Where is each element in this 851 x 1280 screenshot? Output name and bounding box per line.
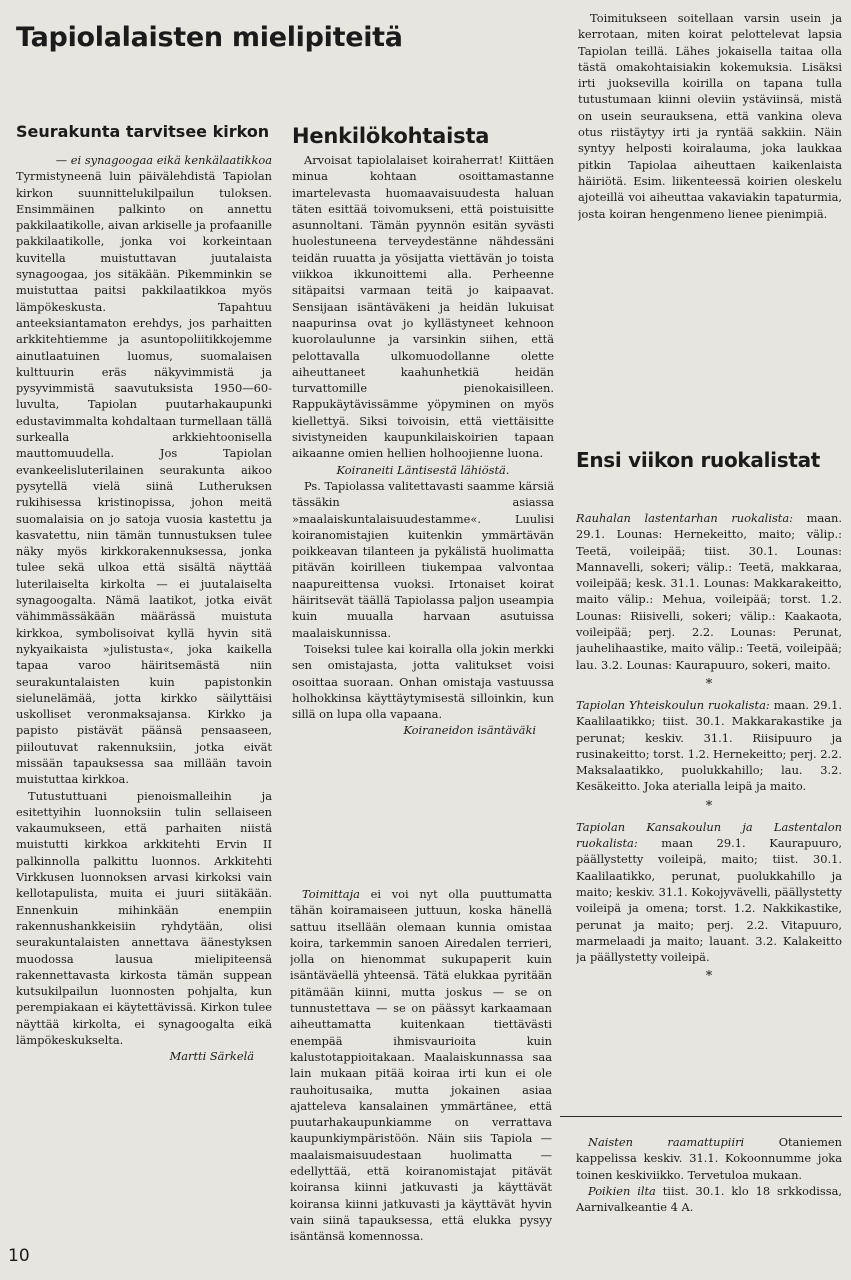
menu-rauhala-text: maan. 29.1. Lounas: Hernekeitto, maito; välip.: Teetä, voileipää; tiist. 30.1. Lounas: Mannavelli, sokeri; välip.: Teetä, makkaraa, voileipää; kesk. 31.1. Lounas: Makkarakeitto, maito välip.: Mehua, voileipää; torst. 1.2. Lounas: Riisivelli, sokeri; välip.: Kaakaota, voileipää; perj. 2.2. Lounas: Perunat, jauhelihaastike, maito välip.: Teetä, voileipää; lau. 3.2. Lounas: Kaurapuuro, sokeri, maito. [576,511,842,672]
menu-rauhala-label: Rauhalan lastentarhan ruokalista: [576,511,794,525]
article-personal-title: Henkilökohtaista [292,124,490,148]
separator-star: * [705,676,713,692]
menu-yhteiskoulu [576,697,842,795]
article-church [16,122,272,1242]
menu-rauhala [576,510,842,673]
separator-star: * [705,798,713,814]
article-church-paragraph: Tyrmistyneenä luin päivälehdistä Tapiolan kirkon suunnittelukilpailun tuloksen. Ensimmäinen palkinto on annettu pakkilaatikolle, aivan arkiselle ja profaanille pakkilaatikolle, jonka voi korkeintaan kuvitella muistuttavan juutalaista synagoogaa, jos sitäkään. Pikemminkin se muistuttaa paitsi pakkilaatikkoa myös lämpökeskusta. Tapahtuu anteeksiantamaton erehdys, jos parhaitten arkkitehtiemme ja asuntopoliitikkojemme ainutlaatuinen luomus, suomalaisen kulttuurin eräs näkyvimmistä ja pysyvimmistä saavutuksista 1950—60-luvulta, Tapiolan puutarhakaupunki edustavimmalta kohdaltaan turmellaan tällä surkealla arkkiehtoonisella mauttomuudella. Jos Tapiolan evankeelisluterilainen seurakunta aikoo pysytellä vielä siinä Lutheruksen rukihisessa kristinopissa, johon meitä suomalaisia on jo satoja vuosia kastettu ja kasvatettu, niin tämän tunnustuksen tulee näky myös kirkkorakennuksessa, jonka tulee sekä ulkoa että sisältä näyttää luterilaiselta kirkolta — ei juutalaiselta synagoogalta. Nämä laatikot, jotka eivät vähimmässäkään määrässä muistuta kirkkoa, symbolisoivat kyllä hyvin sitä nykyaikaista »julistusta«, joka kaikella tapaa varoo häiritsemästä niin seurakuntalaisten kuin papistonkin sielunelämää, jotta kirkko säilyttäisi uskolliset veronmaksajansa. Kirkko ja papisto pistävät päänsä pensaaseen, piiloutuvat rakennuksiin, jotka eivät missään tapauksessa saa millään tavoin muistuttaa kirkkoa. [16,169,272,787]
menu-yhteiskoulu-text: maan. 29.1. Kaalilaatikko; tiist. 30.1. Makkarakastike ja perunat; keskiv. 31.1. Riisipuuro ja rusinakeitto; torst. 1.2. Hernekeitto; perj. 2.2. Maksalaatikko, puolukkahillo; lau. 3.2. Kesäkeitto. Joka aterialla leipä ja maito. [576,697,842,794]
separator-star: * [705,969,713,985]
notice-raamattupiiri-label: Naisten raamattupiiri [588,1135,745,1149]
article-editor-text: ei voi nyt olla puuttumatta tähän koiramaiseen juttuun, koska hänellä sattuu itsellään olemaan kunnia omistaa koira, tarkemmin sanoen Airedalen terrieri, jolla on hienommat sukupaperit kuin isäntäväellä yhteensä. Tätä elukkaa pyritään pitämään kiinni, mutta joskus — se on tunnustettava — se on päässyt karkaamaan aiheuttamatta kuitenkaan tiettävästi enempää ihmisvaurioita kuin kalustotappioitakaan. Maalaiskunnassa saa lain mukaan pitää koiraa irti kun ei ole rauhoitusaika, mutta jokainen asiaa ajatteleva kansalainen ymmärtänee, että puutarhakaupunkiamme on verrattava kaupunkiympäristöön. Näin siis Tapiola — maalaismaisuudestaan huolimatta — edellyttää, että koiranomistajat pitävät koiransa kiinni jatkuvasti ja käyttävät koiransa kiinni jatkuvasti ja käyttävät hyvin vain siinä tapauksessa, että elukka pysyy isäntänsä komennossa. [290,887,552,1244]
menu-kansakoulu-label: Tapiolan Kansakoulun ja Lastentalon ruokalista: [576,819,842,851]
article-editor-paragraph: Toimitukseen soitellaan varsin usein ja kerrotaan, miten koirat pelottelevat lapsia Tapiolan teillä. Lähes jokaisella taitaa olla tästä omakohtaisiakin kokemuksia. Lisäksi irti juoksevilla koirilla on tapana tulla tutustumaan kiinni oleviin ystäviinsä, mistä on usein seurauksena, että vankina oleva otus riistäytyy irti ja ryntää sakkiin. Näin syntyy helposti koiralauma, joka laukkaa pitkin Tapiolaa aiheuttaen kaikenlaista häiriötä. Esim. liikenteessä koirien oleskelu ajoteillä voi aiheuttaa vakaviakin tapaturmia, josta koiran hengenmeno lienee pienimpiä. [578,11,842,221]
article-personal-signature: Koiraneiti Läntisestä lähiöstä. [336,462,510,477]
article-personal-signature-owner: Koiraneidon isäntäväki [403,723,536,738]
notice-poikien-text: tiist. 30.1. klo 18 srkkodissa, Aarnivalkeantie 4 A. [576,1183,842,1215]
notice-poikien-label: Poikien ilta [588,1183,656,1198]
menu-kansakoulu [576,819,842,966]
page-number: 10 [8,1246,30,1266]
menus-title: Ensi viikon ruokalistat [576,448,821,472]
article-personal-ps: Ps. Tapiolassa valitettavasti saamme kärsiä tässäkin asiassa »maalaiskuntalaisuudestamme«. Luulisi koiranomistajien kuitenkin ymmärtävän poikkeavan tilanteen ja pykälistä huolimatta pitävän koirilleen tiukempaa valvontaa naapureittensa vuoksi. Irtonaiset koirat häiritsevät täällä Tapiolassa paljon useampia kuin muualla harvaan asutuissa maalaiskunnissa. [292,478,554,640]
menu-kansakoulu-text: maan 29.1. Kaurapuuro, päällystetty voileipä, maito; tiist. 30.1. Kaalilaatikko, perunat, puolukkahillo ja maito; keskiv. 31.1. Kokojyvävelli, päällystetty voileipä ja omena; torst. 1.2. Nakkikastike, perunat ja maito; perj. 2.2. Vitapuuro, marmelaadi ja maito; lauant. 3.2. Kalakeitto ja päällystetty voileipä. [576,836,842,965]
article-personal-paragraph: Arvoisat tapiolalaiset koiraherrat! Kiittäen minua kohtaan osoittamastanne imartelevasta huomaavaisuudesta haluan täten esittää toivomukseni, että poistuisitte asunnoltani. Tämän pyynnön esitän syvästi huolestuneena terveydestänne nähdessäni teidän ruuatta ja yösijatta viettävän jo toista viikkoa ikkunoittemi alla. Perheenne sitäpaitsi varmaan teitä jo kaipaavat. Sensijaan isäntäväkeni ja heidän lukuisat naapurinsa ovat jo kyllästyneet kehnoon kuorolaulunne ja varsinkin siihen, että pelottavalla ulkomuodollanne olette aiheuttaneet kaahunhetkiä heidän turvattomille pienokaisilleen. Rappukäytävissämme yöpyminen on myös kiellettyä. Siksi toivoisin, että viettäisitte sivistyneiden kaupunkilaiskoirien tapaan aikaanne omien hellien holhoojienne luona. [292,153,554,461]
menu-yhteiskoulu-label: Tapiolan Yhteiskoulun ruokalista: [576,697,770,712]
article-personal [292,124,554,866]
notices-divider [560,1116,842,1117]
notices [576,1134,842,1274]
article-church-signature: Martti Särkelä [169,1049,254,1064]
page-headline: Tapiolalaisten mielipiteitä [16,22,403,53]
article-church-lead: — ei synagoogaa eikä kenkälaatikkoa [55,153,272,167]
article-editor-label: Toimittaja [302,887,360,901]
menus-list [576,510,842,1100]
article-editor [290,886,552,1274]
article-personal-ps2: Toiseksi tulee kai koiralla olla jokin merkki sen omistajasta, jotta valitukset voisi osoittaa suoraan. Onhan omistaja vastuussa holhokkinsa käyttäytymisestä silloinkin, kun sillä on lupa olla vapaana. [292,641,554,722]
article-editor-continued [578,10,842,380]
article-church-paragraph: Tutustuttuani pienoismalleihin ja esitettyihin luonnoksiin tulin sellaiseen vakaumukseen, että parhaiten niistä muistutti kirkkoa arkkitehti Ervin II palkinnolla palkittu luonnos. Arkkitehti Virkkusen luonnoksen arvasi kirkoksi vain kellotapulista, muita ei juuri siitäkään. Ennenkuin mihinkään enempiin rakennushankkeisiin ryhdytään, olisi seurakuntalaisten annettava äänestyksen muodossa lausua mielipiteensä rakennettavasta kirkosta tämän suppean kutsukilpailun luonnosten pohjalta, kun perempiakaan ei käytettävissä. Kirkon tulee näyttää kirkolta, ei synagoogalta eikä lämpökeskukselta. [16,788,272,1048]
article-church-title: Seurakunta tarvitsee kirkon [16,122,270,141]
notice-raamattupiiri-text: Otaniemen kappelissa keskiv. 31.1. Kokoonnumme joka toinen keskiviikko. Tervetuloa mukaan. [576,1135,842,1182]
